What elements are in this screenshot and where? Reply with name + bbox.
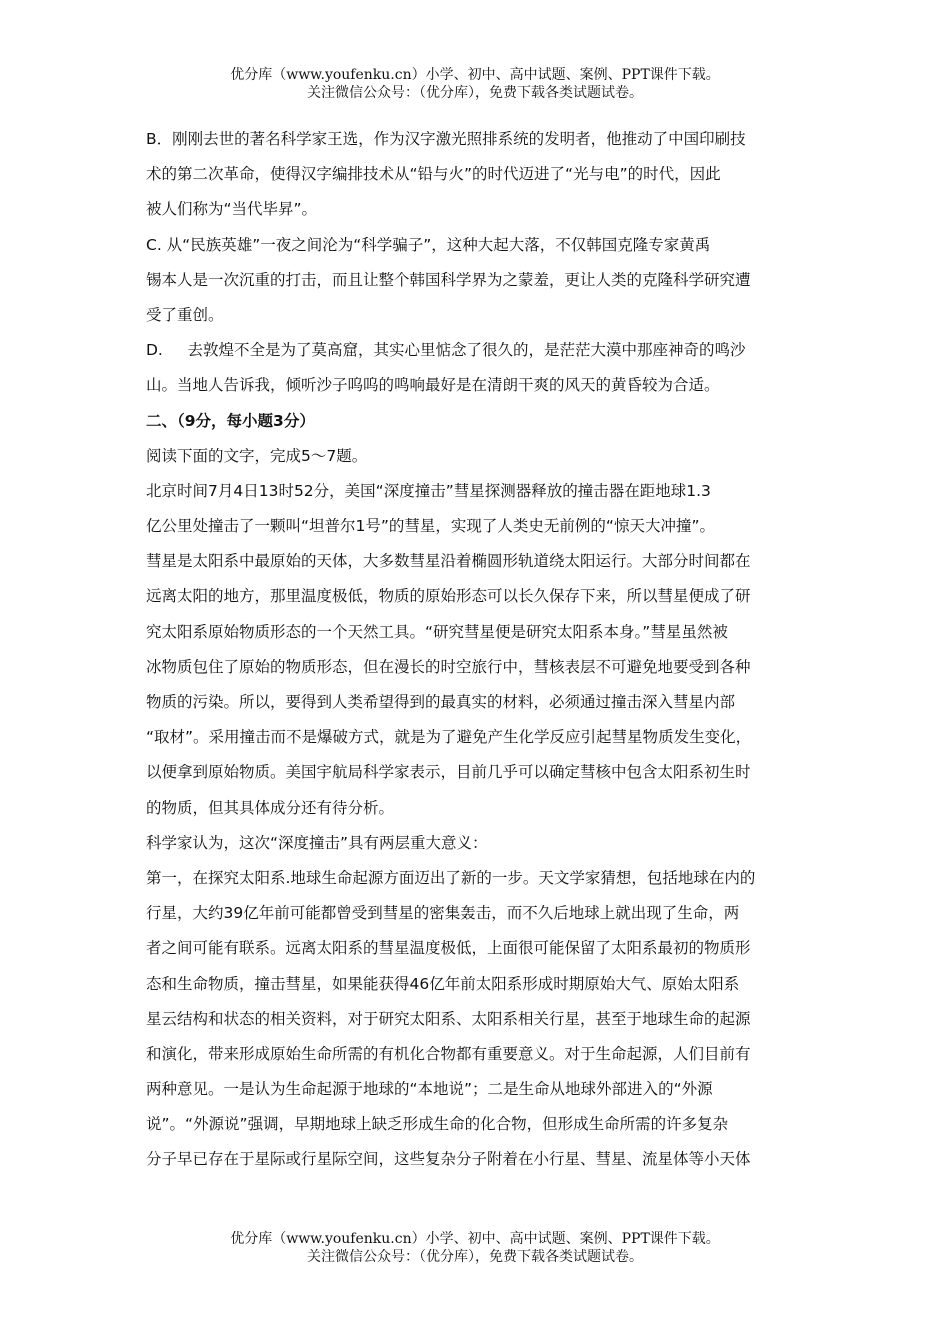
passage-line: 第一，在探究太阳系.地球生命起源方面迈出了新的一步。天文学家猜想，包括地球在内的 bbox=[146, 868, 756, 887]
passage-line: “取材”。采用撞击而不是爆破方式，就是为了避免产生化学反应引起彗星物质发生变化， bbox=[146, 728, 752, 747]
footer-line-2: 关注微信公众号：（优分库），免费下载各类试题试卷。 bbox=[307, 1249, 643, 1265]
section-heading: 二、（9分，每小题3分） bbox=[146, 411, 315, 430]
header-line-2: 关注微信公众号：（优分库），免费下载各类试题试卷。 bbox=[307, 85, 643, 101]
passage-line: 物质的污染。所以，要得到人类希望得到的最真实的材料，必须通过撞击深入彗星内部 bbox=[146, 693, 736, 711]
option-d-line-2: 山。当地人告诉我，倾听沙子呜呜的鸣响最好是在清朗干爽的风天的黄昏较为合适。 bbox=[146, 376, 720, 395]
option-d-line-1: D. 去敦煌不全是为了莫高窟，其实心里惦念了很久的，是茫茫大漠中那座神奇的鸣沙 bbox=[146, 341, 746, 360]
passage-line: 和演化，带来形成原始生命所需的有机化合物都有重要意义。对于生命起源，人们目前有 bbox=[146, 1044, 751, 1063]
passage-line: 究太阳系原始物质形态的一个天然工具。“研究彗星便是研究太阳系本身。”彗星虽然被 bbox=[146, 622, 728, 641]
page-footer bbox=[0, 1230, 950, 1266]
passage-line: 行星，大约39亿年前可能都曾受到彗星的密集轰击，而不久后地球上就出现了生命，两 bbox=[146, 904, 740, 923]
passage-line: 说”。“外源说”强调，早期地球上缺乏形成生命的化合物，但形成生命所需的许多复杂 bbox=[146, 1115, 729, 1134]
footer-line-1: 优分库（www.youfenku.cn）小学、初中、高中试题、案例、PPT课件下载。 bbox=[230, 1231, 720, 1247]
passage-line: 彗星是太阳系中最原始的天体，大多数彗星沿着椭圆形轨道绕太阳运行。大部分时间都在 bbox=[146, 552, 751, 571]
option-b-line-2: 术的第二次革命，使得汉字编排技术从“铅与火”的时代迈进了“光与电”的时代，因此 bbox=[146, 165, 721, 184]
passage-line: 两种意见。一是认为生命起源于地球的“本地说”；二是生命从地球外部进入的“外源 bbox=[146, 1080, 713, 1099]
option-c-line-1: C. 从“民族英雄”一夜之间沦为“科学骗子”，这种大起大落，不仅韩国克隆专家黄禹 bbox=[146, 235, 711, 254]
option-c-line-2: 锡本人是一次沉重的打击，而且让整个韩国科学界为之蒙羞，更让人类的克隆科学研究遭 bbox=[146, 270, 751, 289]
instruction-line: 阅读下面的文字，完成5～7题。 bbox=[146, 446, 368, 465]
passage-line: 的物质，但其具体成分还有待分析。 bbox=[146, 798, 395, 817]
passage-line: 以便拿到原始物质。美国宇航局科学家表示，目前几乎可以确定彗核中包含太阳系初生时 bbox=[146, 763, 751, 782]
document-body bbox=[146, 122, 806, 1178]
passage-line: 态和生命物质，撞击彗星，如果能获得46亿年前太阳系形成时期原始大气、原始太阳系 bbox=[146, 974, 740, 993]
option-b-line-1: B．刚刚去世的著名科学家王选，作为汉字激光照排系统的发明者，他推动了中国印刷技 bbox=[146, 130, 746, 148]
passage-line: 星云结构和状态的相关资料，对于研究太阳系、太阳系相关行星，甚至于地球生命的起源 bbox=[146, 1009, 751, 1028]
option-c-line-3: 受了重创。 bbox=[146, 305, 224, 324]
passage-line: 分子早已存在于星际或行星际空间，这些复杂分子附着在小行星、彗星、流星体等小天体 bbox=[146, 1150, 751, 1169]
passage-line: 冰物质包住了原始的物质形态，但在漫长的时空旅行中，彗核表层不可避免地要受到各种 bbox=[146, 657, 751, 676]
page-header bbox=[0, 66, 950, 102]
passage-line: 亿公里处撞击了一颗叫“坦普尔1号”的彗星，实现了人类史无前例的“惊天大冲撞”。 bbox=[146, 517, 715, 536]
header-line-1: 优分库（www.youfenku.cn）小学、初中、高中试题、案例、PPT课件下载。 bbox=[230, 67, 720, 83]
option-b-line-3: 被人们称为“当代毕昇”。 bbox=[146, 200, 318, 219]
passage-line: 远离太阳的地方，那里温度极低，物质的原始形态可以长久保存下来，所以彗星便成了研 bbox=[146, 587, 751, 606]
passage-line: 者之间可能有联系。远离太阳系的彗星温度极低，上面很可能保留了太阳系最初的物质形 bbox=[146, 939, 751, 958]
passage-line: 北京时间7月4日13时52分，美国“深度撞击”彗星探测器释放的撞击器在距地球1.3 bbox=[146, 481, 711, 500]
passage-line: 科学家认为，这次“深度撞击”具有两层重大意义： bbox=[146, 833, 488, 852]
